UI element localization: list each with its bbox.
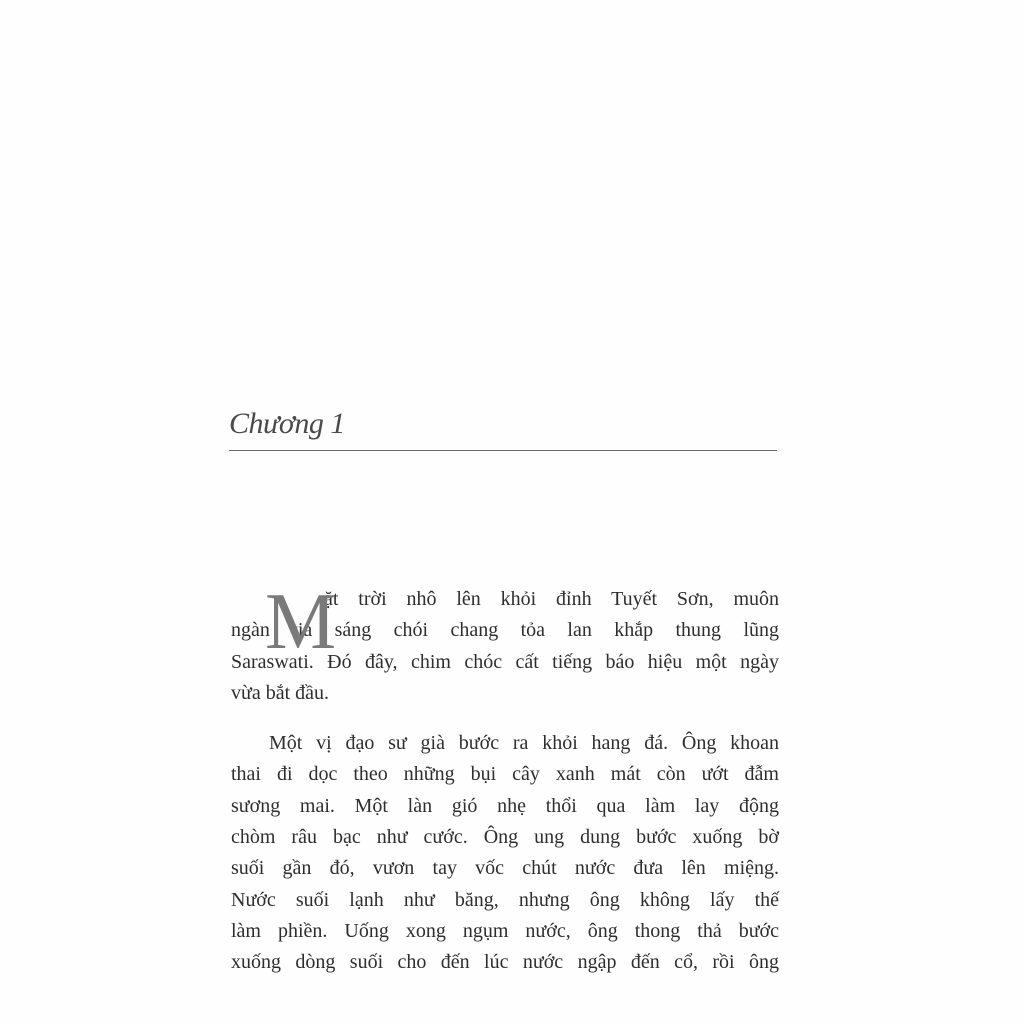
text-line: sương mai. Một làn gió nhẹ thổi qua làm lay động xyxy=(231,794,779,817)
chapter-title: Chương 1 xyxy=(229,407,345,440)
text-line: Một vị đạo sư già bước ra khỏi hang đá. Ông khoan xyxy=(269,732,779,755)
text-line: ặt trời nhô lên khỏi đỉnh Tuyết Sơn, muôn xyxy=(324,588,779,610)
text-line: Nước suối lạnh như băng, nhưng ông không lấy thế xyxy=(231,888,779,911)
paragraph-2 xyxy=(231,728,779,978)
chapter-divider xyxy=(229,450,777,451)
drop-cap: M xyxy=(265,578,337,666)
text-line: xuống dòng suối cho đến lúc nước ngập đến cổ, rồi ông xyxy=(231,951,779,974)
text-line: Saraswati. Đó đây, chim chóc cất tiếng báo hiệu một ngày xyxy=(231,650,779,673)
text-line: chòm râu bạc như cước. Ông ung dung bước xuống bờ xyxy=(231,826,779,849)
text-line: suối gần đó, vươn tay vốc chút nước đưa lên miệng. xyxy=(231,857,779,880)
text-line: ngàn tia sáng chói chang tỏa lan khắp thung lũng xyxy=(231,619,779,642)
text-line: làm phiền. Uống xong ngụm nước, ông thong thả bước xyxy=(231,919,779,942)
paragraph-1 xyxy=(231,578,779,709)
text-line: thai đi dọc theo những bụi cây xanh mát còn ướt đẫm xyxy=(231,763,779,786)
text-line: vừa bắt đầu. xyxy=(231,681,330,704)
body-text xyxy=(231,539,779,979)
